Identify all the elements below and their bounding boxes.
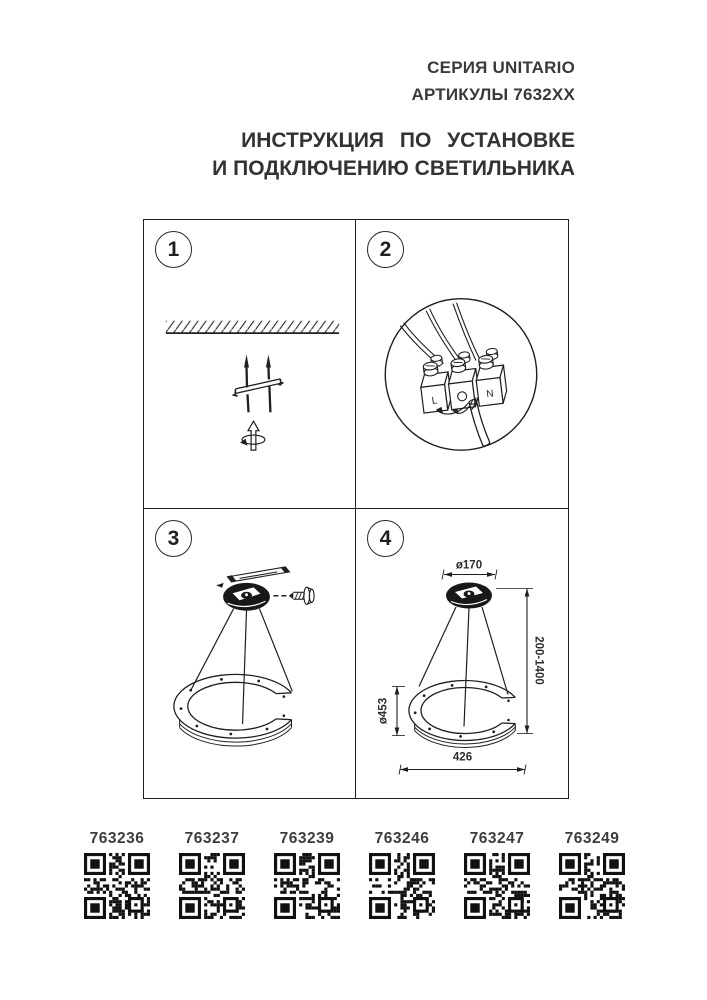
title-line-2: И ПОДКЛЮЧЕНИЮ СВЕТИЛЬНИКА: [212, 157, 575, 180]
canopy: [446, 583, 492, 609]
qr-item: [366, 830, 438, 919]
article-number: 763236: [89, 830, 145, 847]
suspension-cables: [191, 609, 293, 724]
dim-height-label: 200-1400: [532, 636, 545, 685]
dimension-canopy-diameter: [442, 560, 497, 580]
series-name: СЕРИЯ UNITARIO: [427, 58, 575, 77]
dim-ring-label: ø453: [377, 697, 390, 725]
step-1-number: 1: [155, 231, 192, 268]
qr-item: [461, 830, 533, 919]
spring-anchor: [233, 355, 284, 413]
doc-title: [212, 127, 575, 183]
assembly-screw: [273, 587, 314, 604]
step-3-number: 3: [155, 520, 192, 557]
dimension-ring-diameter: [378, 687, 406, 736]
articles-line: АРТИКУЛЫ 7632ХХ: [411, 85, 575, 104]
step-4-panel: [356, 509, 568, 798]
doc-header: [411, 54, 575, 108]
article-number: 763237: [184, 830, 240, 847]
qr-item: [271, 830, 343, 919]
dim-canopy-label: ø170: [455, 559, 483, 572]
qr-code: [369, 853, 435, 919]
screw-rotation-arrow: [240, 421, 265, 450]
step-2-panel: [356, 220, 568, 509]
qr-code: [179, 853, 245, 919]
qr-code: [84, 853, 150, 919]
article-number: 763246: [374, 830, 430, 847]
ceiling-hatch: [166, 321, 339, 333]
title-line-1: ИНСТРУКЦИЯ ПО УСТАНОВКЕ: [241, 129, 575, 152]
light-ring: [174, 674, 292, 746]
step-1-panel: [144, 220, 356, 509]
article-number: 763247: [469, 830, 525, 847]
suspension-cables: [419, 607, 508, 727]
step-4-number: 4: [367, 520, 404, 557]
qr-code: [559, 853, 625, 919]
terminal-block: [417, 347, 508, 413]
terminal-label-neutral: N: [485, 388, 495, 401]
canopy: [223, 583, 270, 611]
dimension-height-range: [496, 589, 545, 734]
article-number: 763239: [279, 830, 335, 847]
terminal-label-live: L: [431, 395, 439, 407]
dim-width-label: 426: [452, 751, 473, 764]
qr-code: [464, 853, 530, 919]
step-2-number: 2: [367, 231, 404, 268]
qr-code: [274, 853, 340, 919]
instruction-grid: [143, 219, 569, 799]
qr-item: [556, 830, 628, 919]
qr-item: [81, 830, 153, 919]
qr-item: [176, 830, 248, 919]
step-3-panel: [144, 509, 356, 798]
article-qr-row: [81, 830, 628, 919]
article-number: 763249: [564, 830, 620, 847]
dimension-overall-width: [399, 752, 526, 775]
light-ring: [409, 681, 515, 748]
